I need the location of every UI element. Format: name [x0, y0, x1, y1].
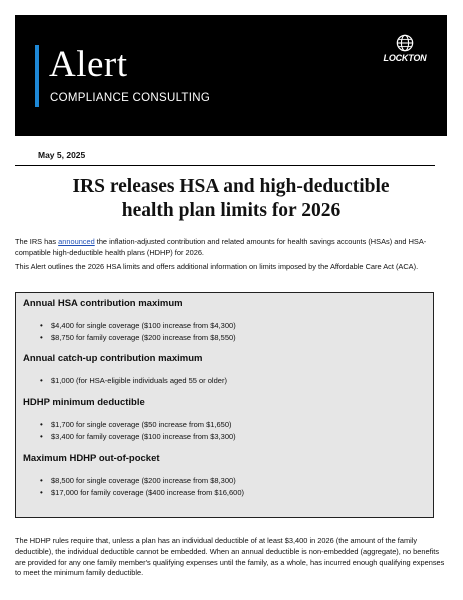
list-item [40, 333, 236, 342]
title-line-2: health plan limits for 2026 [121, 200, 341, 221]
section-heading: Annual catch-up contribution maximum [23, 353, 203, 364]
list-item [40, 476, 236, 485]
list-item [40, 432, 236, 441]
page-title [15, 175, 447, 223]
bullet-icon: • [40, 488, 43, 497]
list-item-text: $1,700 for single coverage ($50 increase from $1,650) [51, 420, 232, 429]
banner-title: Alert [49, 44, 128, 85]
accent-bar [35, 45, 39, 107]
list-item-text: $17,000 for family coverage ($400 increase from $16,600) [51, 488, 245, 497]
bullet-icon: • [40, 321, 43, 330]
intro-paragraph [15, 237, 447, 259]
divider [15, 165, 435, 166]
publish-date: May 5, 2025 [38, 150, 86, 160]
bullet-icon: • [40, 476, 43, 485]
list-item [40, 321, 236, 330]
announced-link[interactable]: announced [58, 237, 95, 246]
section-heading: Annual HSA contribution maximum [23, 298, 183, 309]
section-heading: Maximum HDHP out-of-pocket [23, 453, 160, 464]
list-item-text: $8,500 for single coverage ($200 increase from $8,300) [51, 476, 236, 485]
alert-banner [15, 15, 447, 136]
section-heading: HDHP minimum deductible [23, 397, 145, 408]
lockton-logo [377, 34, 433, 63]
list-item-text: $3,400 for family coverage ($100 increase from $3,300) [51, 432, 236, 441]
title-line-1: IRS releases HSA and high-deductible [72, 176, 390, 197]
banner-subtitle: COMPLIANCE CONSULTING [50, 92, 211, 104]
intro-paragraph-2: This Alert outlines the 2026 HSA limits and offers additional information on limits imposed by the Affordable Care Act (ACA). [15, 262, 419, 271]
globe-icon [396, 34, 414, 52]
list-item [40, 376, 227, 385]
bullet-icon: • [40, 376, 43, 385]
list-item-text: $8,750 for family coverage ($200 increase from $8,550) [51, 333, 236, 342]
logo-text: LOCKTON [383, 53, 427, 63]
bullet-icon: • [40, 420, 43, 429]
list-item [40, 488, 244, 497]
bullet-icon: • [40, 432, 43, 441]
closing-paragraph: The HDHP rules require that, unless a plan has an individual deductible of at least $3,400 in 2026 (the amount of the family deductible), the individual deductible cannot be embedded. When an annual deductible is non-embedded (aggregate), no benefits are provided for any one family member's qualifying expenses until the family, as a whole, has incurred enough qualifying expenses to meet the minimum family deductible. [15, 536, 445, 578]
intro-text-post: the inflation-adjusted contribution and related amounts for health savings accounts (HSAs) and HSA-compatible high-deductible health plans (HDHP) for 2026. [15, 237, 427, 257]
limits-box [15, 292, 434, 518]
intro-text-pre: The IRS has [15, 237, 59, 246]
list-item [40, 420, 232, 429]
bullet-icon: • [40, 333, 43, 342]
list-item-text: $1,000 (for HSA-eligible individuals aged 55 or older) [51, 376, 227, 385]
list-item-text: $4,400 for single coverage ($100 increase from $4,300) [51, 321, 236, 330]
